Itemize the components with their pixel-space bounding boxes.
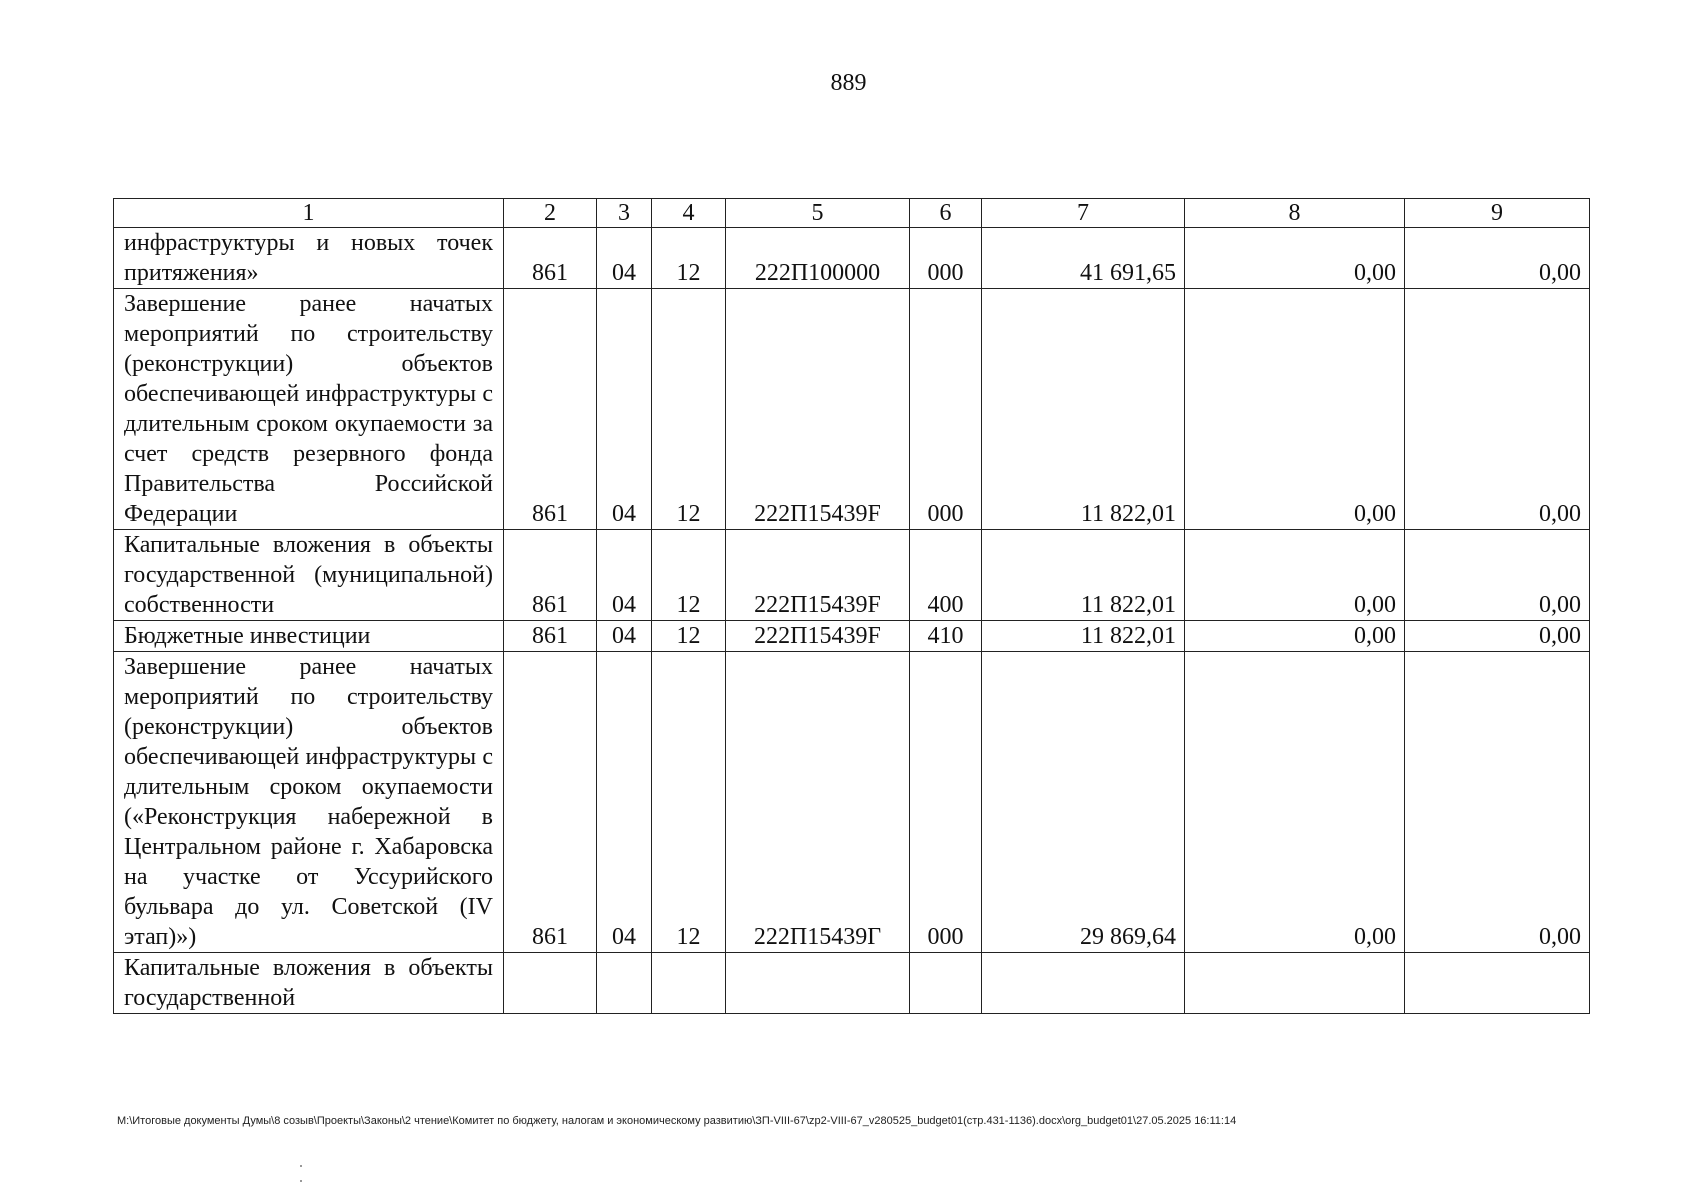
header-cell: 7 <box>982 199 1185 228</box>
row-name: Капитальные вложения в объекты государственной (муниципальной) собственности <box>114 530 504 621</box>
cell-amount <box>982 953 1185 1014</box>
cell-amount <box>1405 953 1590 1014</box>
row-name: Капитальные вложения в объекты государственной <box>114 953 504 1014</box>
cell-expense-type <box>910 953 982 1014</box>
header-cell: 1 <box>114 199 504 228</box>
cell-expense-type: 400 <box>910 530 982 621</box>
table-row <box>114 228 1590 289</box>
table-row <box>114 652 1590 953</box>
cell-target-article <box>726 953 910 1014</box>
cell-section <box>597 953 652 1014</box>
cell-section: 04 <box>597 228 652 289</box>
cell-expense-type: 000 <box>910 652 982 953</box>
cell-subsection: 12 <box>652 652 726 953</box>
cell-target-article: 222П15439F <box>726 289 910 530</box>
cell-admin-code: 861 <box>504 530 597 621</box>
table-row <box>114 953 1590 1014</box>
budget-table <box>113 198 1590 1014</box>
cell-section: 04 <box>597 289 652 530</box>
cell-expense-type: 410 <box>910 621 982 652</box>
header-cell: 3 <box>597 199 652 228</box>
cell-admin-code: 861 <box>504 289 597 530</box>
cell-admin-code: 861 <box>504 621 597 652</box>
cell-amount: 0,00 <box>1185 530 1405 621</box>
header-cell: 9 <box>1405 199 1590 228</box>
cell-target-article: 222П15439F <box>726 530 910 621</box>
cell-section: 04 <box>597 652 652 953</box>
cell-amount <box>1185 953 1405 1014</box>
header-cell: 4 <box>652 199 726 228</box>
cell-subsection <box>652 953 726 1014</box>
table-row <box>114 621 1590 652</box>
row-name: Завершение ранее начатых мероприятий по строительству (реконструкции) объектов обеспечивающей инфраструктуры с длительным сроком окупаемости («Реконструкция набережной в Центральном районе г. Хабаровска на участке от Уссурийского бульвара до ул. Советской (IV этап)») <box>114 652 504 953</box>
cell-section: 04 <box>597 621 652 652</box>
cell-amount: 0,00 <box>1405 289 1590 530</box>
cell-admin-code: 861 <box>504 652 597 953</box>
table-row <box>114 289 1590 530</box>
table-header-row <box>114 199 1590 228</box>
header-cell: 6 <box>910 199 982 228</box>
header-cell: 2 <box>504 199 597 228</box>
cell-amount: 0,00 <box>1185 228 1405 289</box>
row-name: Бюджетные инвестиции <box>114 621 504 652</box>
cell-subsection: 12 <box>652 621 726 652</box>
cell-amount: 0,00 <box>1405 621 1590 652</box>
cell-target-article: 222П15439Г <box>726 652 910 953</box>
table-row <box>114 530 1590 621</box>
cell-subsection: 12 <box>652 530 726 621</box>
cell-amount: 0,00 <box>1405 652 1590 953</box>
scan-speck <box>300 1165 302 1167</box>
cell-amount: 0,00 <box>1185 289 1405 530</box>
cell-amount: 0,00 <box>1185 621 1405 652</box>
header-cell: 8 <box>1185 199 1405 228</box>
cell-amount: 0,00 <box>1405 530 1590 621</box>
cell-subsection: 12 <box>652 228 726 289</box>
cell-admin-code <box>504 953 597 1014</box>
row-name: Завершение ранее начатых мероприятий по строительству (реконструкции) объектов обеспечивающей инфраструктуры с длительным сроком окупаемости за счет средств резервного фонда Правительства Российской Федерации <box>114 289 504 530</box>
cell-amount: 41 691,65 <box>982 228 1185 289</box>
scan-speck <box>300 1180 302 1182</box>
document-file-path: M:\Итоговые документы Думы\8 созыв\Проекты\Законы\2 чтение\Комитет по бюджету, налогам и экономическому развитию\ЗП-VIII-67\zp2-VIII-67_v280525_budget01(стр.431-1136).docx\org_budget01\27.05.2025 16:11:14 <box>117 1115 1237 1127</box>
cell-target-article: 222П100000 <box>726 228 910 289</box>
cell-amount: 11 822,01 <box>982 289 1185 530</box>
cell-amount: 29 869,64 <box>982 652 1185 953</box>
page-number: 889 <box>830 70 867 96</box>
cell-amount: 11 822,01 <box>982 530 1185 621</box>
cell-section: 04 <box>597 530 652 621</box>
cell-expense-type: 000 <box>910 289 982 530</box>
cell-amount: 11 822,01 <box>982 621 1185 652</box>
cell-subsection: 12 <box>652 289 726 530</box>
cell-amount: 0,00 <box>1185 652 1405 953</box>
cell-amount: 0,00 <box>1405 228 1590 289</box>
cell-expense-type: 000 <box>910 228 982 289</box>
row-name: инфраструктуры и новых точек притяжения» <box>114 228 504 289</box>
cell-target-article: 222П15439F <box>726 621 910 652</box>
header-cell: 5 <box>726 199 910 228</box>
cell-admin-code: 861 <box>504 228 597 289</box>
